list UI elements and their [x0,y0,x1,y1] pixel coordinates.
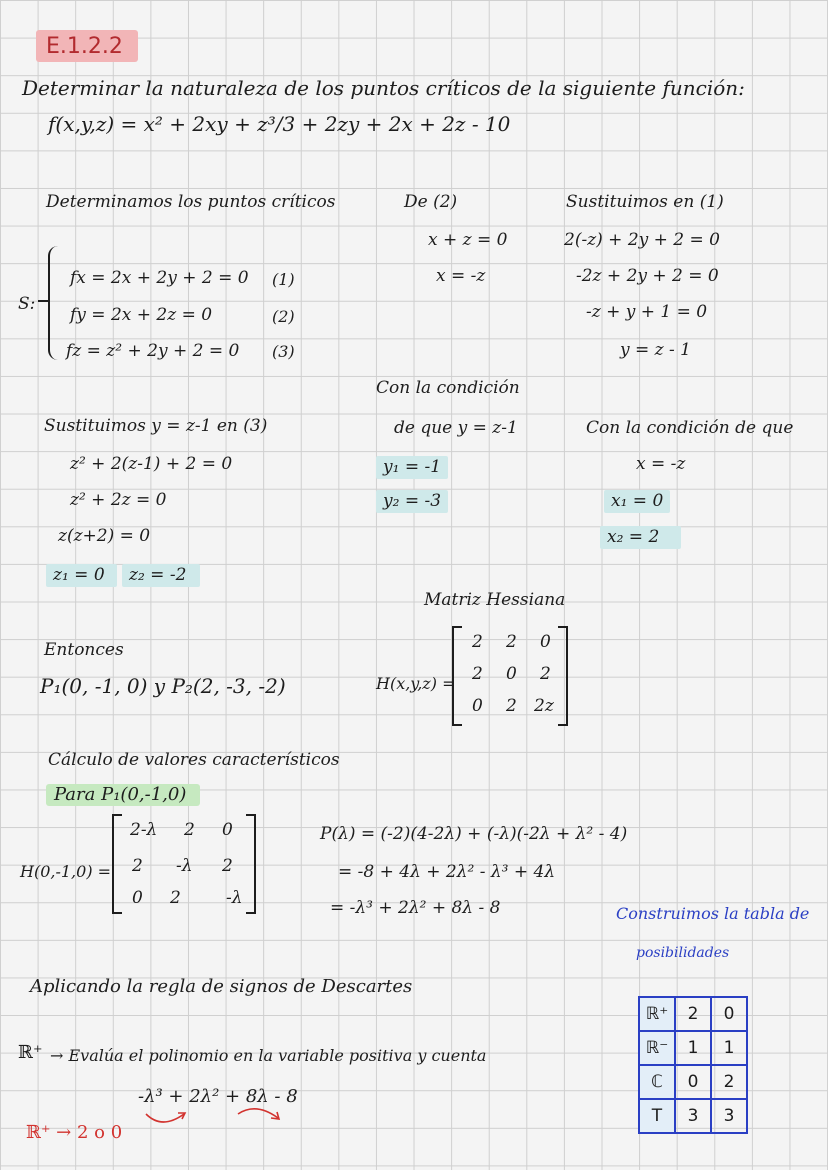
polynomial-line-1: P(λ) = (-2)(4-2λ) + (-λ)(-2λ + λ² - 4) [320,824,628,844]
hessian-p1-cell: 2 [132,856,143,876]
table-cell-label: T [639,1099,675,1133]
table-cell: 1 [675,1031,711,1065]
sign-change-arrow-1 [146,1114,184,1122]
sign-change-arrow-2 [238,1109,278,1118]
from-eq2-line-2: x = -z [436,266,486,286]
hessian-p1-cell: 0 [132,888,143,908]
table-cell-label: ℝ⁺ [639,997,675,1031]
system-eq-3: fz = z² + 2y + 2 = 0 [66,341,240,361]
table-cell: 3 [675,1099,711,1133]
table-cell-label: ℂ [639,1065,675,1099]
statement: Determinar la naturaleza de los puntos críticos de la siguiente función: [22,76,745,100]
hessian-left-bracket [452,626,462,726]
substitute-in-1-line-2: -2z + 2y + 2 = 0 [576,266,719,286]
substitute-in-3-line-1: z² + 2(z-1) + 2 = 0 [70,454,233,474]
substitute-in-3-line-2: z² + 2z = 0 [70,490,167,510]
table-cell: 0 [675,1065,711,1099]
table-cell: 3 [711,1099,747,1133]
hessian-p1-cell: 2 [222,856,233,876]
x2-result: x₂ = 2 [600,526,681,549]
system-brace [48,246,64,360]
condition-y-line-2: de que y = z-1 [394,418,518,438]
z2-result: z₂ = -2 [122,564,200,587]
hessian-p1-cell: 2 [184,820,195,840]
hessian-cell: 0 [540,632,551,652]
hessian-p1-left-bracket [112,814,122,914]
from-eq2-line-1: x + z = 0 [428,230,508,250]
hessian-p1-cell: 2 [170,888,181,908]
table-row [639,997,747,1031]
system-label: S: [18,294,36,314]
hessian-p1-right-bracket [246,814,256,914]
exercise-code: E.1.2.2 [46,34,123,59]
z1-result: z₁ = 0 [46,564,117,587]
y2-result: y₂ = -3 [376,490,448,513]
r-plus-label: ℝ⁺ [18,1042,43,1063]
substitute-in-1-line-1: 2(-z) + 2y + 2 = 0 [564,230,720,250]
hessian-cell: 0 [472,696,483,716]
hessian-p1-cell: -λ [176,856,193,876]
table-cell-label: ℝ⁻ [639,1031,675,1065]
function-definition: f(x,y,z) = x² + 2xy + z³/3 + 2zy + 2x + 2z - 10 [48,112,511,136]
table-cell: 2 [675,997,711,1031]
possibility-table [638,996,748,1134]
critical-points: P₁(0, -1, 0) y P₂(2, -3, -2) [40,674,286,698]
condition-x-eq: x = -z [636,454,686,474]
hessian-p1-cell: -λ [226,888,243,908]
substitute-in-3-title: Sustituimos y = z-1 en (3) [44,416,268,436]
y1-result: y₁ = -1 [376,456,448,479]
char-values-title: Cálculo de valores característicos [48,750,340,770]
hessian-cell: 2 [472,664,483,684]
polynomial-eval: -λ³ + 2λ² + 8λ - 8 [138,1086,298,1107]
table-cell: 1 [711,1031,747,1065]
critical-points-title: Determinamos los puntos críticos [46,192,336,212]
hessian-title: Matriz Hessiana [424,590,566,610]
then-title: Entonces [44,640,124,660]
table-title-line-2: posibilidades [636,945,730,961]
hessian-p1-cell: 2-λ [130,820,158,840]
table-cell: 0 [711,997,747,1031]
condition-y-line-1: Con la condición [376,378,520,398]
substitute-in-1-line-3: -z + y + 1 = 0 [586,302,708,322]
polynomial-line-3: = -λ³ + 2λ² + 8λ - 8 [330,898,501,918]
hessian-label: H(x,y,z) = [376,674,456,693]
hessian-cell: 2 [506,632,517,652]
substitute-in-1-line-4: y = z - 1 [620,340,691,360]
x1-result: x₁ = 0 [604,490,670,513]
system-eq-1: fx = 2x + 2y + 2 = 0 [70,268,249,288]
hessian-cell: 2 [472,632,483,652]
hessian-p1-cell: 0 [222,820,233,840]
table-row [639,1065,747,1099]
table-title-line-1: Construimos la tabla de [616,904,810,923]
hessian-right-bracket [558,626,568,726]
substitute-in-1-title: Sustituimos en (1) [566,192,724,212]
hessian-cell: 2z [534,696,554,716]
system-eq-2-number: (2) [272,307,295,326]
r-plus-result: ℝ⁺ → 2 o 0 [26,1122,123,1143]
hessian-p1-label: H(0,-1,0) = [20,862,112,881]
system-brace-tip [38,300,48,302]
hessian-cell: 0 [506,664,517,684]
table-row [639,1031,747,1065]
system-eq-1-number: (1) [272,270,295,289]
for-point-p1: Para P₁(0,-1,0) [46,784,200,806]
table-cell: 2 [711,1065,747,1099]
polynomial-line-2: = -8 + 4λ + 2λ² - λ³ + 4λ [338,862,556,882]
system-eq-2: fy = 2x + 2z = 0 [70,305,213,325]
table-row [639,1099,747,1133]
r-plus-text: → Evalúa el polinomio en la variable positiva y cuenta [50,1046,487,1065]
sign-change-arrows [140,1104,300,1134]
hessian-cell: 2 [506,696,517,716]
from-eq2-title: De (2) [404,192,458,212]
substitute-in-3-line-3: z(z+2) = 0 [58,526,151,546]
condition-x-title: Con la condición de que [586,418,794,438]
system-eq-3-number: (3) [272,342,295,361]
hessian-cell: 2 [540,664,551,684]
descartes-title: Aplicando la regla de signos de Descartes [30,976,413,997]
